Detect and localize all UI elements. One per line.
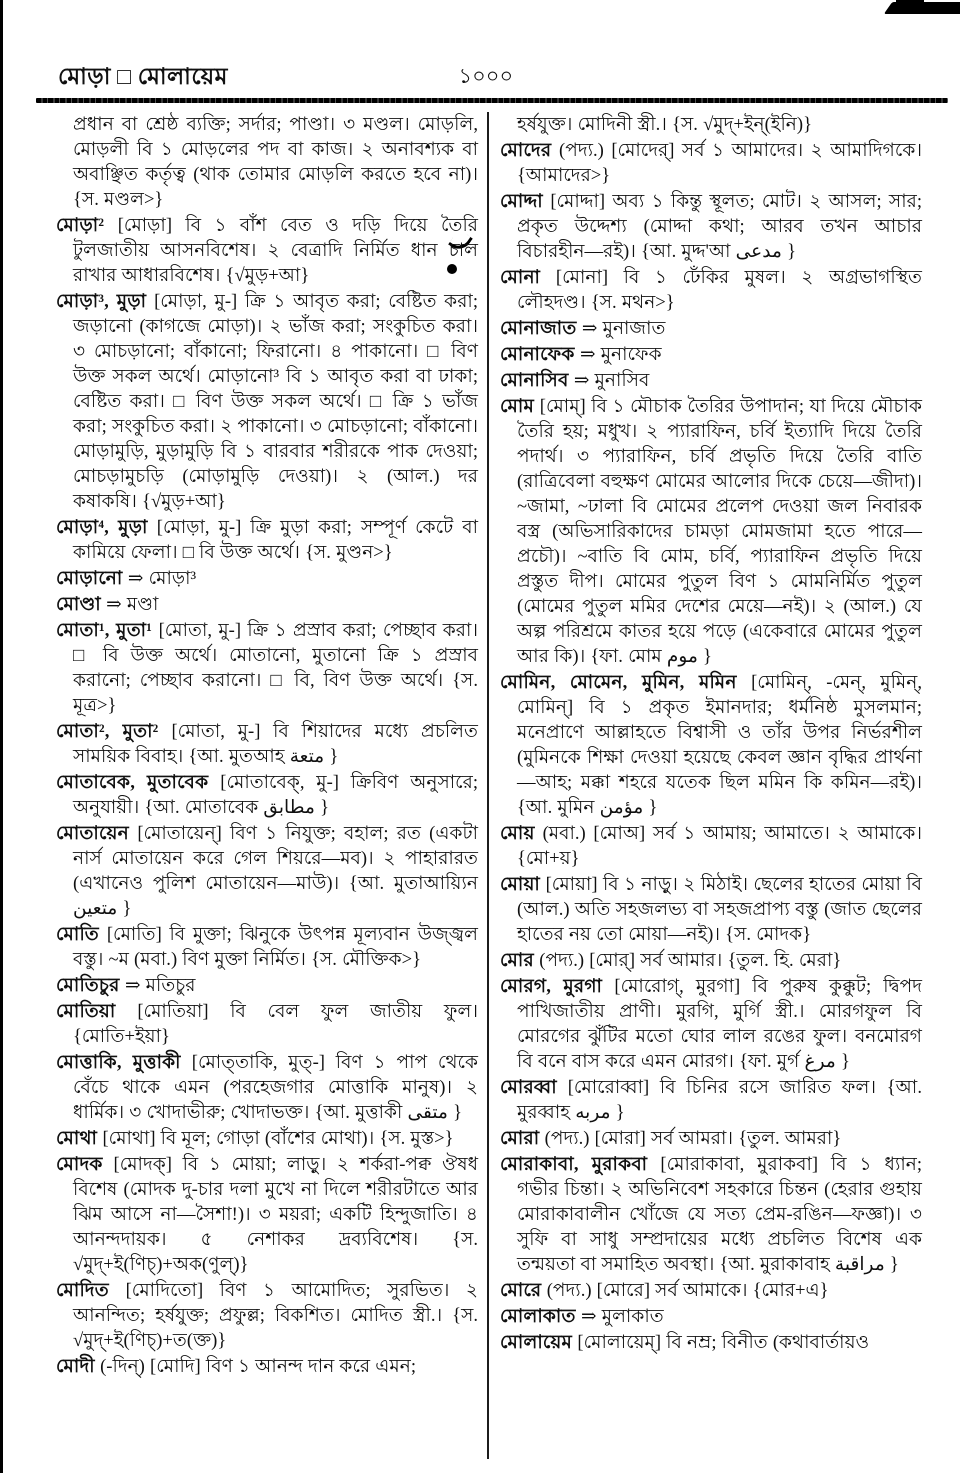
headword: মোদক	[56, 1154, 114, 1175]
dictionary-entry	[500, 138, 922, 188]
headword: মোরগ, মুরগা	[500, 976, 615, 997]
headword: মোত্তাকি, মুত্তাকী	[56, 1052, 192, 1073]
dictionary-entry	[500, 265, 922, 315]
headword: মোরা	[500, 1128, 545, 1149]
entry-body: [মোদিতো] বিণ ১ আমোদিত; সুরভিত। ২ আনন্দিত; হর্ষযুক্ত; প্রফুল্ল; বিকশিত। মোদিত স্ত্রী.। {স. √মুদ্+ই(ণিচ্)+ত(ক্ত)}	[73, 1280, 478, 1351]
entry-body: [মোতা, মু-] ক্রি ১ প্রস্রাব করা; পেচ্ছাব করা। □ বি উক্ত অর্থে। মোতানো, মুতানো ক্রি ১ প্রস্রাব করানো; পেচ্ছাব করানো। □ বি, বিণ উক্ত অর্থে। {স. মূত্র>}	[73, 620, 479, 716]
headword: মোদিত	[56, 1280, 126, 1301]
headword: মোণ্ডা	[56, 594, 107, 615]
entry-body: ⇒ মুনাজাত	[581, 318, 666, 339]
entry-body: [মোড়া] বি ১ বাঁশ বেত ও দড়ি দিয়ে তৈরি টুলজাতীয় আসনবিশেষ। ২ বেত্রাদি নির্মিত ধান চাল রাখার আধারবিশেষ। {√মুড়+আ}	[73, 215, 479, 286]
entry-body: প্রধান বা শ্রেষ্ঠ ব্যক্তি; সর্দার; পাণ্ডা। ৩ মণ্ডল। মোড়লি, মোড়লী বি ১ মোড়লের পদ বা কাজ। ২ অনাবশ্যক বা অবাঞ্ছিত কর্তৃত্ব (থাক তোমার মোড়লি করতে হবে না)। {স. মণ্ডল>}	[73, 114, 478, 210]
entry-body: ⇒ মতিচুর	[124, 975, 196, 996]
headword: মোড়ানো	[56, 568, 128, 589]
entry-body: [মোতা, মু-] বি শিয়াদের মধ্যে প্রচলিত সাময়িক বিবাহ। {আ. মুতআহ متعة }	[73, 721, 478, 767]
dictionary-entry	[56, 213, 478, 288]
entry-body: (পদ্য.) [মোরে] সর্ব আমাকে। {মোর+এ}	[546, 1280, 829, 1301]
dictionary-columns	[56, 112, 922, 1459]
dictionary-entry	[56, 821, 478, 921]
headword: মোতিয়া	[56, 1001, 138, 1022]
dictionary-entry	[500, 342, 922, 367]
entry-body: [মোমিন্, -মেন্, মুমিন্, মোমিন্] বি ১ প্রকৃত ইমানদার; ধর্মনিষ্ঠ মুসলমান; মনেপ্রাণে আল্লাহতে বিশ্বাসী ও তাঁর উপর নির্ভরশীল (মুমিনকে শিক্ষা দেওয়া হয়েছে কেবল জ্ঞান বৃদ্ধির প্রার্থনা—আহ; মক্কা শহরে যতেক ছিল মমিন কি কমিন—রই)। {আ. মুমিন مؤمن }	[517, 672, 922, 818]
dictionary-entry	[56, 1152, 478, 1277]
dictionary-entry	[56, 719, 478, 769]
dictionary-entry	[500, 1330, 922, 1355]
entry-body: [মোত্‌তাকি, মুত্-] বিণ ১ পাপ থেকে বেঁচে থাকে এমন (পরহেজগার মোত্তাকি মানুষ)। ২ ধার্মিক। ৩ খোদাভীরু; খোদাভক্ত। {আ. মুত্তাকী متقى }	[73, 1052, 478, 1123]
headword: মোথা	[56, 1128, 103, 1149]
guide-words: মোড়া □ মোলায়েম	[58, 64, 228, 89]
entry-body: ⇒ মুলাকাত	[581, 1306, 664, 1327]
headword: মোতা², মুতা²	[56, 721, 172, 742]
dictionary-entry	[56, 1050, 478, 1125]
entry-body: (পদ্য.) [মোর্] সর্ব আমার। {তুল. হি. মেরা}	[539, 950, 842, 971]
entry-body: (পদ্য.) [মোদের্] সর্ব ১ আমাদের। ২ আমাদিগকে। {আমাদের>}	[517, 140, 923, 186]
dictionary-entry	[500, 368, 922, 393]
headword: মোতা¹, মুতা¹	[56, 620, 159, 641]
dictionary-entry	[56, 566, 478, 591]
entry-body: [মোরাকাবা, মুরাকবা] বি ১ ধ্যান; গভীর চিন্তা। ২ অভিনিবেশ সহকারে চিন্তন (হেরার গুহায় মোরাকাবালীন খোঁজে যে সত্য প্রেম-রঙিন—ফজ্ঞা)। ৩ সুফি বা সাধু সম্প্রদায়ের মধ্যে প্রচলিত বিশেষ এক তন্ময়তা বা সমাহিত অবস্থা। {আ. মুরাকাবাহ مراقبة }	[517, 1154, 922, 1275]
page-number: ১০০০	[458, 64, 514, 88]
dictionary-entry	[500, 948, 922, 973]
entry-body: [মোতিয়া] বি বেল ফুল জাতীয় ফুল। {মোতি+ইয়া}	[73, 1001, 478, 1047]
dictionary-entry	[500, 974, 922, 1074]
headword: মোতিচুর	[56, 975, 125, 996]
headword: মোরব্বা	[500, 1077, 568, 1098]
entry-body: ⇒ মণ্ডা	[106, 594, 159, 615]
dictionary-entry	[56, 1278, 478, 1353]
dictionary-entry	[56, 592, 478, 617]
dictionary-entry	[500, 189, 922, 264]
dictionary-entry	[500, 1152, 922, 1277]
entry-body: ⇒ মোড়া³	[127, 568, 197, 589]
dictionary-entry	[500, 872, 922, 947]
entry-body: ⇒ মুনাসিব	[573, 370, 650, 391]
headword: মোয়া	[500, 874, 546, 895]
entry-body: [মোরোগ্, মুরগা] বি পুরুষ কুক্কুট; দ্বিপদ পাখিজাতীয় প্রাণী। মুরগি, মুর্গি স্ত্রী.। মোরগফুল বি মোরগের ঝুঁটির মতো ঘোর লাল রঙের ফুল। বনমোরগ বি বনে বাস করে এমন মোরগ। {ফা. মুর্গ مرغ }	[517, 976, 922, 1072]
headword: মোতায়েন	[56, 823, 138, 844]
entry-body: [মোম্] বি ১ মৌচাক তৈরির উপাদান; যা দিয়ে মৌচাক তৈরি হয়; মধুখ। ২ প্যারাফিন, চর্বি ইত্যাদি দিয়ে তৈরি পদার্থ। ৩ প্যারাফিন, চর্বি প্রভৃতি দিয়ে তৈরি বাতি (রাত্রিবেলা বহুক্ষণ মোমের আলোর দিকে চেয়ে—জীদা)। ~জামা, ~ঢালা বি মোমের প্রলেপ দেওয়া জল নিবারক বস্ত্র (অভিসারিকাদের চামড়া মোমজামা হতে পারে—প্রচৌ)। ~বাতি বি মোম, চর্বি, প্যারাফিন প্রভৃতি দিয়ে প্রস্তুত দীপ। মোমের পুতুল বিণ ১ মোমনির্মিত পুতুল (মোমের পুতুল মমির দেশের মেয়ে—নই)। ২ (আল.) যে অল্প পরিশ্রমে কাতর হয়ে পড়ে (একেবারে মোমের পুতুল আর কি)। {ফা. মোম موم }	[517, 396, 922, 667]
headword: মোয়	[500, 823, 543, 844]
dictionary-entry	[500, 1304, 922, 1329]
scan-edge-artifact	[0, 0, 3, 1473]
headword: মোনাফেক	[500, 344, 580, 365]
dictionary-entry	[56, 973, 478, 998]
headword: মোমিন, মোমেন, মুমিন, মমিন	[500, 672, 752, 693]
headword: মোতি	[56, 924, 107, 945]
headword: মোম	[500, 396, 540, 417]
entry-body: [মোরোব্বা] বি চিনির রসে জারিত ফল। {আ. মুরব্বাহ مربه }	[517, 1077, 922, 1123]
dictionary-entry	[500, 821, 922, 871]
entry-body: ⇒ মুনাফেক	[579, 344, 662, 365]
dictionary-entry	[500, 1278, 922, 1303]
headword: মোদ্দা	[500, 191, 551, 212]
dictionary-entry	[500, 1126, 922, 1151]
entry-body: [মোদক্] বি ১ মোয়া; লাড়ু। ২ শর্করা-পক্ব ঔষধ বিশেষ (মোদক দু-চার দলা মুখে না দিলে শরীরটাতে আর ঝিম আসে না—সৈশা!)। ৩ ময়রা; একটি হিন্দুজাতি। ৪ আনন্দদায়ক। ৫ নেশাকর দ্রব্যবিশেষ। {স. √মুদ্+ই(ণিচ্)+অক(ণুল্)}	[73, 1154, 478, 1275]
entry-body: (পদ্য.) [মোরা] সর্ব আমরা। {তুল. আমরা}	[544, 1128, 842, 1149]
dictionary-entry	[56, 922, 478, 972]
headword: মোড়া³, মুড়া	[56, 291, 155, 312]
entry-body: [মোনা] বি ১ ঢেঁকির মুষল। ২ অগ্রভাগস্থিত লৌহদণ্ড। {স. মথন>}	[517, 267, 923, 313]
dictionary-entry	[56, 112, 478, 212]
dictionary-entry	[56, 999, 478, 1049]
dictionary-entry	[500, 670, 922, 820]
entry-body: [মোলায়েম্] বি নম্র; বিনীত (কথাবার্তায়ও	[577, 1332, 870, 1353]
entry-body: [মোতি] বি মুক্তা; ঝিনুকে উৎপন্ন মূল্যবান উজ্জ্বল বস্তু। ~ম (মবা.) বিণ মুক্তা নির্মিত। {স. মৌক্তিক>}	[73, 924, 479, 970]
header-rule	[36, 98, 948, 103]
headword: মোড়া²	[56, 215, 118, 236]
headword: মোতাবেক, মুতাবেক	[56, 772, 221, 793]
dictionary-entry	[56, 1354, 478, 1379]
scan-smudge-artifact	[884, 2, 960, 14]
entry-body: [মোয়া] বি ১ নাড়ু। ২ মিঠাই। ছেলের হাতের মোয়া বি (আল.) অতি সহজলভ্য বা সহজপ্রাপ্য বস্তু (জাত ছেলের হাতের নয় তো মোয়া—নই)। {স. মোদক}	[517, 874, 922, 945]
headword: মোরে	[500, 1280, 547, 1301]
dictionary-entry	[56, 515, 478, 565]
headword: মোলাকাত	[500, 1306, 582, 1327]
scan-smudge-artifact-2	[896, 0, 924, 3]
right-column	[489, 112, 922, 1459]
page-header	[58, 58, 918, 92]
dictionary-entry	[56, 289, 478, 514]
entry-body: (মবা.) [মোঅ] সর্ব ১ আমায়; আমাতে। ২ আমাকে। {মো+য়}	[517, 823, 922, 869]
dictionary-entry	[500, 1075, 922, 1125]
entry-body: [মোড়া, মু-] ক্রি মুড়া করা; সম্পূর্ণ কেটে বা কামিয়ে ফেলা। □ বি উক্ত অর্থে। {স. মুণ্ডন>}	[73, 517, 478, 563]
headword: মোনাসিব	[500, 370, 574, 391]
headword: মোনাজাত	[500, 318, 582, 339]
headword: মোনা	[500, 267, 556, 288]
entry-body: [মোড়া, মু-] ক্রি ১ আবৃত করা; বেষ্টিত করা; জড়ানো (কাগজে মোড়া)। ২ ভাঁজ করা; সংকুচিত করা। ৩ মোচড়ানো; বাঁকানো; ফিরানো। ৪ পাকানো। □ বিণ উক্ত সকল অর্থে। মোড়ানো³ বি ১ আবৃত করা বা ঢাকা; বেষ্টিত করা। □ বিণ উক্ত সকল অর্থে। □ ক্রি ১ ভাঁজ করা; সংকুচিত করা। ২ পাকানো। ৩ মোচড়ানো; বাঁকানো। মোড়ামুড়ি, মুড়ামুড়ি বি ১ বারবার শরীরকে পাক দেওয়া; মোচড়ামুচড়ি (মোড়ামুড়ি দেওয়া)। ২ (আল.) দর কষাকষি। {√মুড়+আ}	[73, 291, 478, 512]
headword: মোর	[500, 950, 540, 971]
entry-body: হর্ষযুক্ত। মোদিনী স্ত্রী.। {স. √মুদ্+ইন্(ইনি)}	[517, 114, 813, 135]
entry-body: [মোথা] বি মূল; গোড়া (বাঁশের মোথা)। {স. মুস্ত>}	[102, 1128, 454, 1149]
entry-body: [মোতায়েন্] বিণ ১ নিযুক্ত; বহাল; রত (একটা নার্স মোতায়েন করে গেল শিয়রে—মব)। ২ পাহারারত (এখানেও পুলিশ মোতায়েন—মাউ)। {আ. মুতাআয়্যিন متعين }	[73, 823, 479, 919]
headword: মোড়া⁴, মুড়া	[56, 517, 157, 538]
dictionary-entry	[56, 770, 478, 820]
headword: মোদের	[500, 140, 560, 161]
left-column	[56, 112, 487, 1459]
dictionary-entry	[500, 316, 922, 341]
dictionary-entry	[500, 112, 922, 137]
dictionary-entry	[500, 394, 922, 669]
headword: মোলায়েম	[500, 1332, 578, 1353]
entry-body: [মোতাবেক্, মু-] ক্রিবিণ অনুসারে; অনুযায়ী। {আ. মোতাবেক مطابق }	[73, 772, 478, 818]
dictionary-entry	[56, 1126, 478, 1151]
entry-body: (-দিন্) [মোদি] বিণ ১ আনন্দ দান করে এমন;	[100, 1356, 417, 1377]
headword: মোদী	[56, 1356, 101, 1377]
headword: মোরাকাবা, মুরাকবা	[500, 1154, 661, 1175]
dictionary-entry	[56, 618, 478, 718]
entry-body: [মোদ্দা] অব্য ১ কিন্তু স্থূলত; মোট। ২ আসল; সার; প্রকৃত উদ্দেশ্য (মোদ্দা কথা; আরব তখন আচার বিচারহীন—রই)। {আ. মুদ্দ'আ مدعى }	[517, 191, 922, 262]
